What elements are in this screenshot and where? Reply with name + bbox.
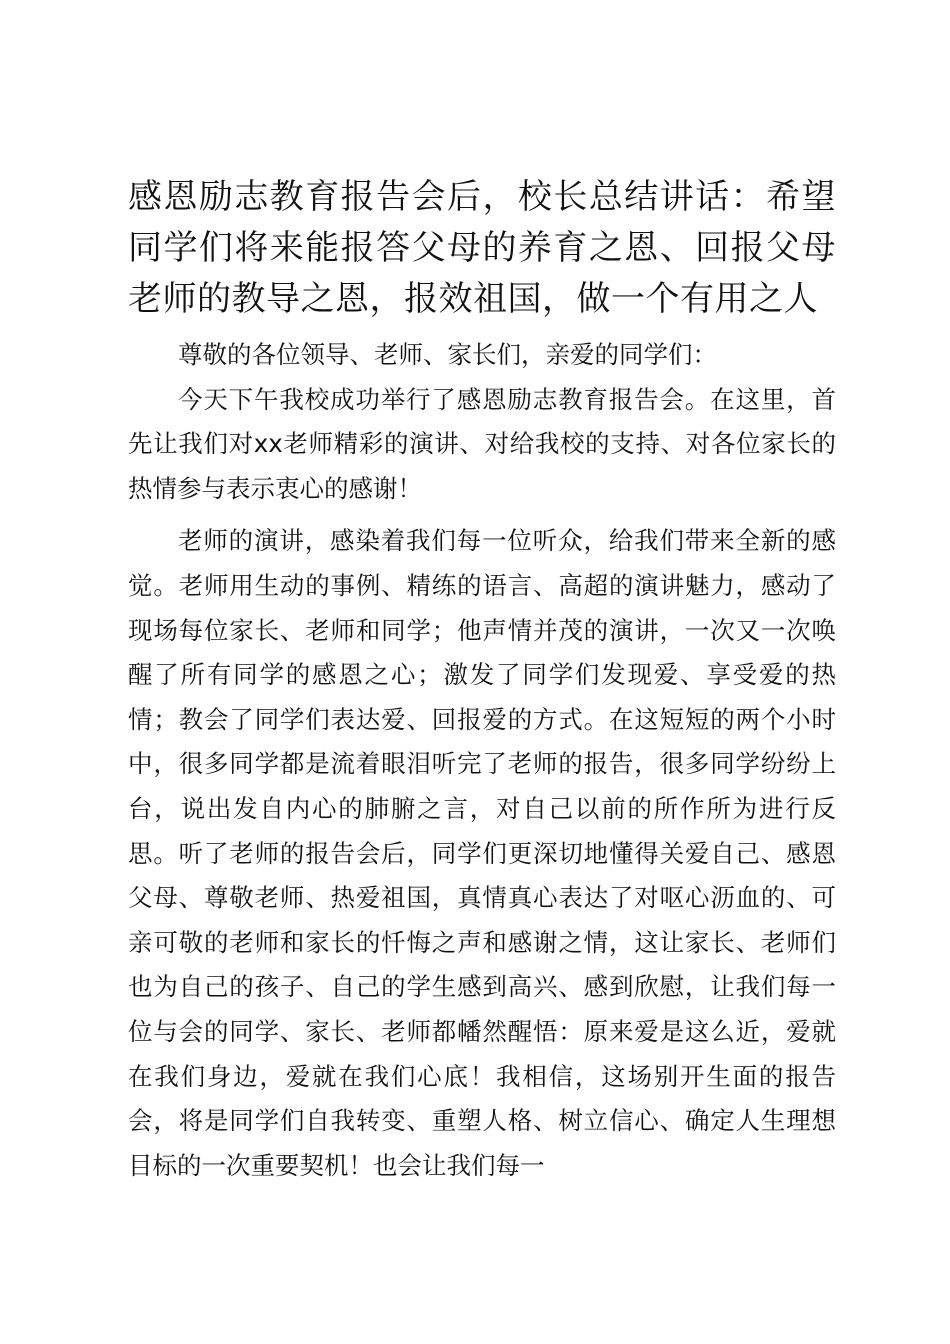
body-paragraph-1: 今天下午我校成功举行了感恩励志教育报告会。在这里，首先让我们对xx老师精彩的演讲、对给我校的支持、对各位家长的热情参与表示衷心的感谢！ bbox=[128, 384, 836, 503]
salutation-paragraph: 尊敬的各位领导、老师、家长们，亲爱的同学们： bbox=[178, 340, 717, 369]
document-body bbox=[128, 172, 836, 1188]
document-title: 感恩励志教育报告会后，校长总结讲话：希望同学们将来能报答父母的养育之恩、回报父母老师的教导之恩，报效祖国，做一个有用之人 bbox=[128, 177, 836, 319]
body-paragraph-2: 老师的演讲，感染着我们每一位听众，给我们带来全新的感觉。老师用生动的事例、精练的语言、高超的演讲魅力，感动了现场每位家长、老师和同学；他声情并茂的演讲，一次又一次唤醒了所有同学的感恩之心；激发了同学们发现爱、享受爱的热情；教会了同学们表达爱、回报爱的方式。在这短短的两个小时中，很多同学都是流着眼泪听完了老师的报告，很多同学纷纷上台，说出发自内心的肺腑之言，对自己以前的所作所为进行反思。听了老师的报告会后，同学们更深切地懂得关爱自己、感恩父母、尊敬老师、热爱祖国，真情真心表达了对呕心沥血的、可亲可敬的老师和家长的忏悔之声和感谢之情，这让家长、老师们也为自己的孩子、自己的学生感到高兴、感到欣慰，让我们每一位与会的同学、家长、老师都幡然醒悟：原来爱是这么近，爱就在我们身边，爱就在我们心底！我相信，这场别开生面的报告会，将是同学们自我转变、重塑人格、树立信心、确定人生理想目标的一次重要契机！也会让我们每一 bbox=[128, 526, 836, 1180]
